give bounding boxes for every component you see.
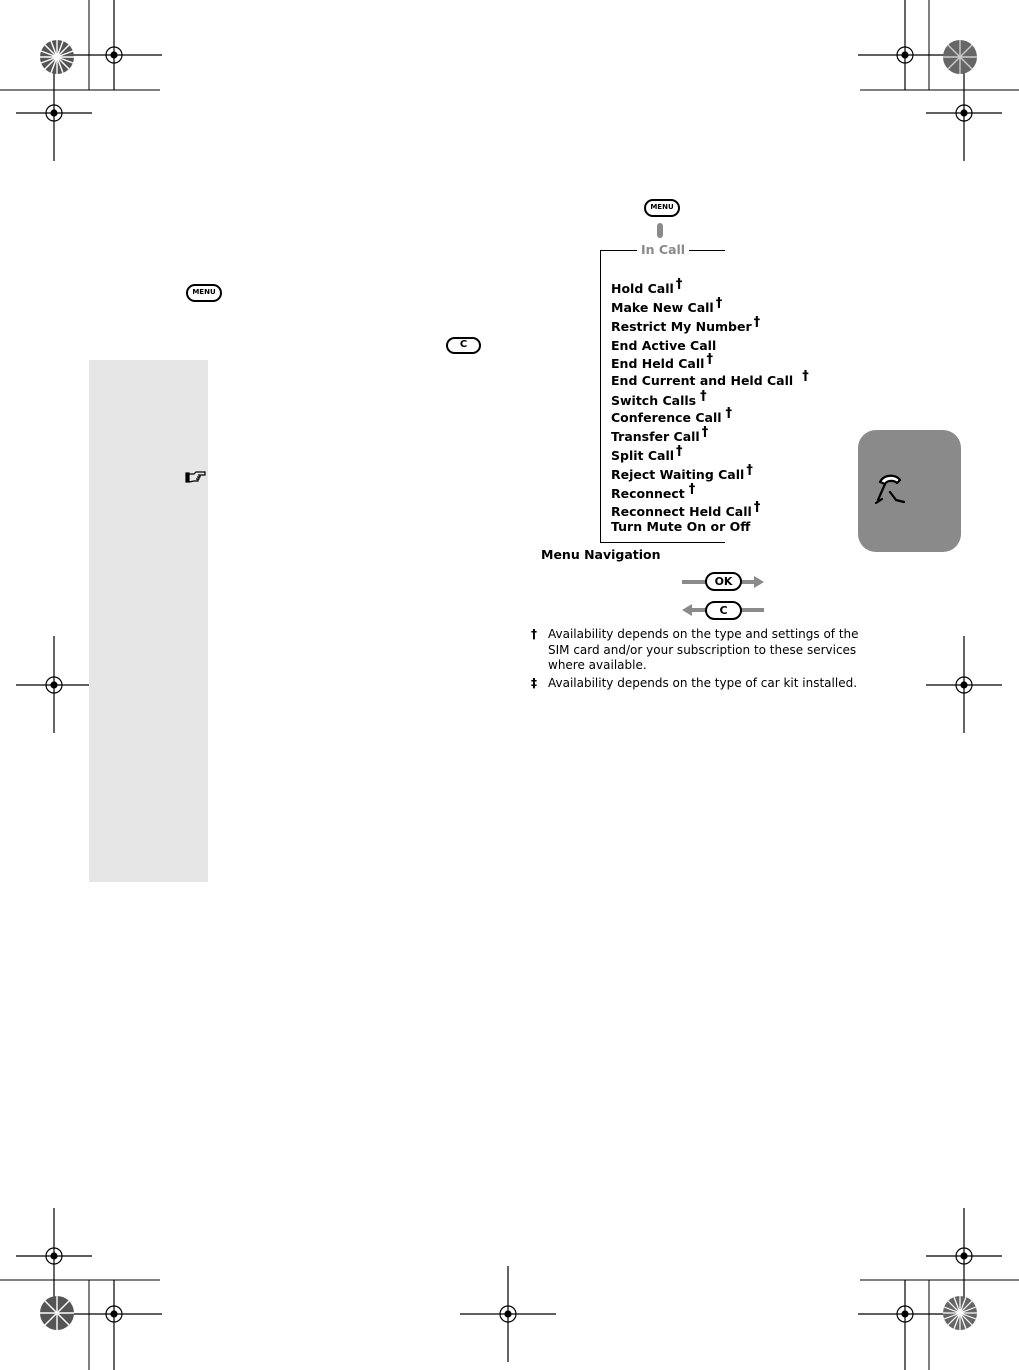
navigation-title: Menu Navigation [541, 547, 661, 562]
menu-item-reconnect-held-call[interactable]: Reconnect Held Call † [611, 500, 761, 519]
menu-title: In Call [637, 242, 689, 257]
menu-item-conference-call[interactable]: Conference Call † [611, 406, 733, 425]
registration-mark-icon [926, 66, 1002, 161]
menu-item-end-current-and-held-call[interactable]: End Current and Held Call † [611, 369, 809, 388]
registration-mark-icon [943, 1296, 977, 1330]
registration-mark-icon [66, 0, 162, 90]
menu-item-hold-call[interactable]: Hold Call † [611, 277, 683, 296]
clear-key[interactable]: C [446, 337, 481, 354]
registration-mark-icon [16, 1208, 92, 1304]
menu-item-turn-mute-on-or-off[interactable]: Turn Mute On or Off [611, 519, 751, 534]
menu-item-restrict-my-number[interactable]: Restrict My Number † [611, 315, 761, 334]
menu-key[interactable]: MENU [644, 199, 680, 217]
menu-item-reconnect[interactable]: Reconnect † [611, 482, 696, 501]
registration-mark-icon [926, 636, 1002, 733]
registration-mark-icon [926, 1208, 1002, 1304]
registration-mark-icon [40, 1296, 74, 1330]
pointing-hand-icon [185, 470, 207, 484]
menu-item-transfer-call[interactable]: Transfer Call † [611, 425, 709, 444]
registration-mark-icon [943, 40, 977, 74]
registration-mark-icon [40, 40, 74, 74]
registration-mark-icon [16, 636, 92, 733]
registration-mark-icon [858, 0, 953, 90]
footnote-double-dagger: ‡ Availability depends on the type of car kit installed. [531, 676, 858, 690]
menu-connector [657, 223, 663, 238]
registration-mark-icon [66, 1280, 162, 1370]
menu-item-switch-calls[interactable]: Switch Calls † [611, 389, 707, 408]
menu-key-left[interactable]: MENU [186, 284, 222, 302]
phone-handset-icon [870, 470, 910, 510]
menu-item-split-call[interactable]: Split Call † [611, 444, 683, 463]
ok-key[interactable]: OK [705, 572, 742, 591]
section-tab[interactable] [858, 430, 961, 552]
registration-mark-icon [16, 66, 92, 161]
menu-item-end-held-call[interactable]: End Held Call † [611, 352, 713, 371]
back-key[interactable]: C [705, 601, 742, 620]
sidebar-band [89, 360, 208, 882]
menu-item-reject-waiting-call[interactable]: Reject Waiting Call † [611, 463, 753, 482]
menu-item-make-new-call[interactable]: Make New Call † [611, 296, 723, 315]
menu-item-end-active-call[interactable]: End Active Call [611, 338, 717, 353]
registration-mark-icon [460, 1266, 556, 1362]
footnote-dagger: † Availability depends on the type and settings of the SIM card and/or your subscription to these services where available. [531, 627, 859, 672]
registration-mark-icon [858, 1280, 953, 1370]
